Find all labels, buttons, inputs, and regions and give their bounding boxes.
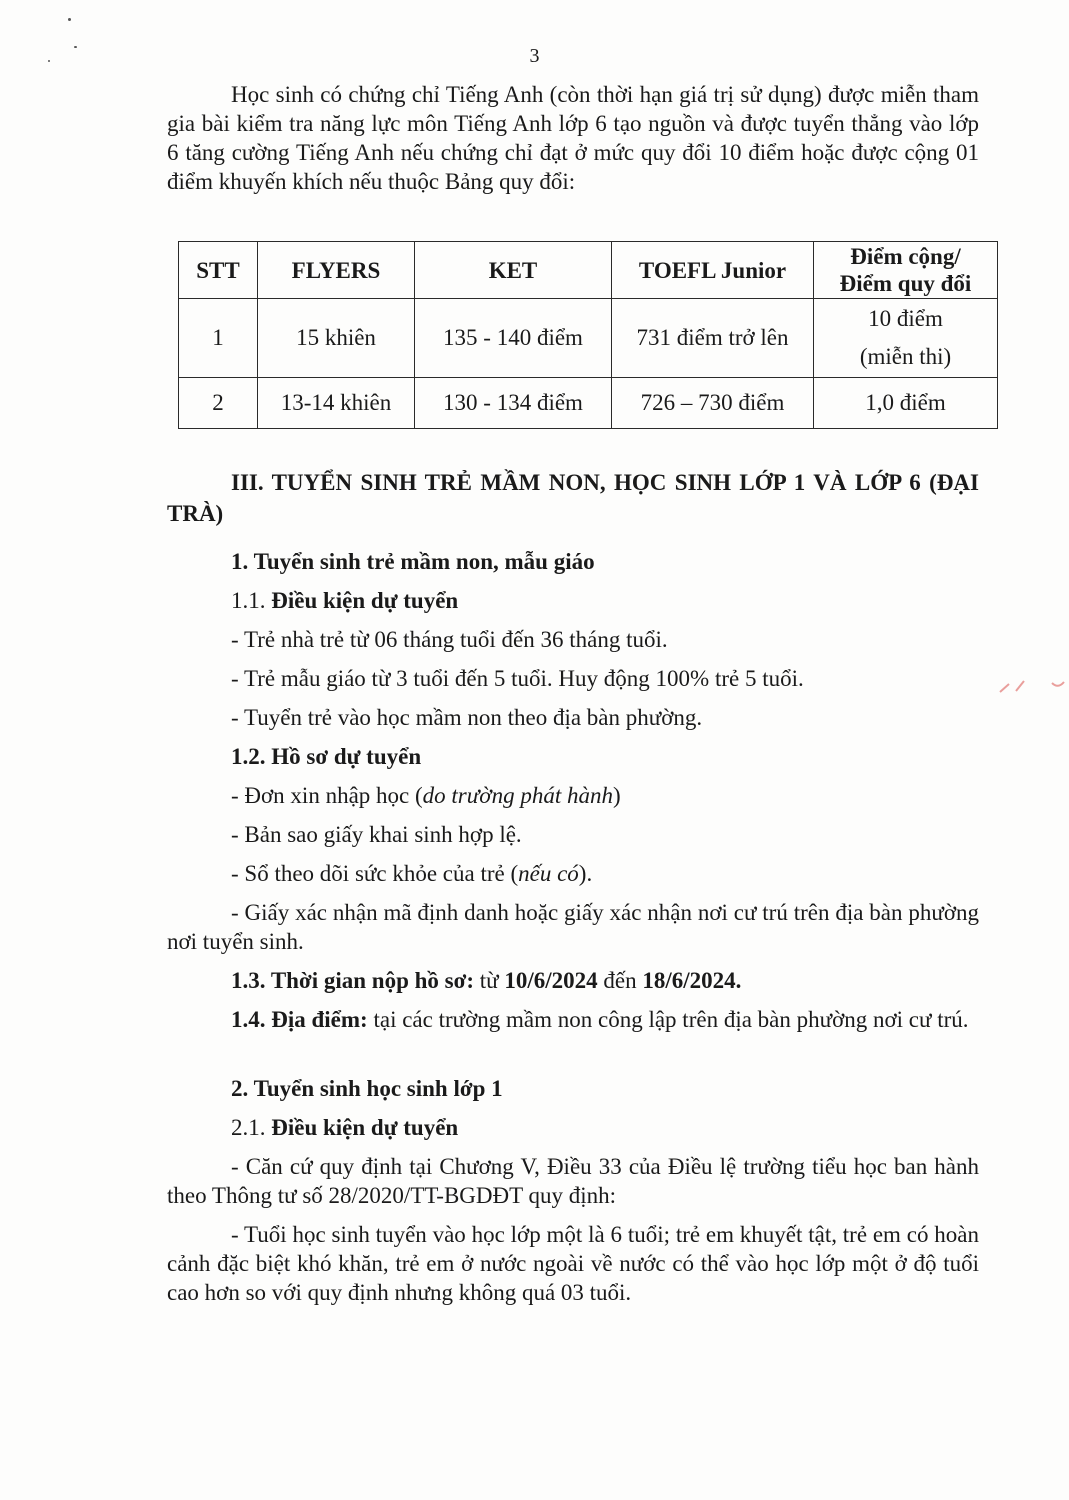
cell-flyers: 15 khiên xyxy=(258,299,415,378)
section-2-paragraph: - Tuổi học sinh tuyển vào học lớp một là 6 tuổi; trẻ em khuyết tật, trẻ em có hoàn cảnh đặc biệt khó khăn, trẻ em ở nước ngoài về nước có thể vào học lớp một ở độ tuổi cao hơn so với quy định nhưng không quá 03 tuổi. xyxy=(167,1222,979,1305)
intro-paragraph: Học sinh có chứng chỉ Tiếng Anh (còn thời hạn giá trị sử dụng) được miễn tham gia bài kiểm tra năng lực môn Tiếng Anh lớp 6 tạo nguồn và được tuyển thẳng vào lớp 6 tăng cường Tiếng Anh nếu chứng chỉ đạt ở mức quy đổi 10 điểm hoặc được cộng 01 điểm khuyến khích nếu thuộc Bảng quy đổi: xyxy=(167,82,979,194)
document-item xyxy=(167,781,979,810)
doc-item-prefix: - Sổ theo dõi sức khỏe của trẻ ( xyxy=(231,861,519,886)
header-points xyxy=(814,242,998,299)
cell-points: 1,0 điểm xyxy=(814,378,998,429)
table-row xyxy=(179,378,998,429)
table-row xyxy=(179,299,998,378)
condition-item: - Tuyển trẻ vào học mầm non theo địa bàn phường. xyxy=(231,705,703,730)
doc-item-suffix: ). xyxy=(578,861,593,886)
condition-item: - Trẻ mẫu giáo từ 3 tuổi đến 5 tuổi. Huy động 100% trẻ 5 tuổi. xyxy=(231,666,804,691)
doc-item-suffix: ) xyxy=(612,783,621,808)
red-stamp-fragment xyxy=(980,677,1069,697)
section-1-3-to: đến xyxy=(603,968,637,993)
header-toefl: TOEFL Junior xyxy=(612,242,814,299)
header-stt: STT xyxy=(179,242,258,299)
cell-points-line2: (miễn thi) xyxy=(859,344,952,369)
cell-stt: 2 xyxy=(179,378,258,429)
doc-item-italic: nếu có xyxy=(518,861,579,886)
section-1-4-text: tại các trường mầm non công lập trên địa bàn phường nơi cư trú. xyxy=(373,1007,969,1032)
section-3-title: III. TUYỂN SINH TRẺ MẦM NON, HỌC SINH LỚP 1 VÀ LỚP 6 (ĐẠI TRÀ) xyxy=(167,470,979,526)
cell-stt: 1 xyxy=(179,299,258,378)
section-1-3 xyxy=(167,966,979,995)
cell-points xyxy=(814,299,998,378)
document-item: - Giấy xác nhận mã định danh hoặc giấy xác nhận nơi cư trú trên địa bàn phường nơi tuyển sinh. xyxy=(167,900,979,954)
section-1-3-date-start: 10/6/2024 xyxy=(504,968,598,993)
section-1-1-number: 1.1. xyxy=(231,588,266,613)
cell-toefl: 731 điểm trở lên xyxy=(612,299,814,378)
section-2-1-title: Điều kiện dự tuyển xyxy=(271,1115,459,1140)
section-1-4-label: 1.4. Địa điểm: xyxy=(231,1007,368,1032)
table-header-row xyxy=(179,242,998,299)
section-2-title: 2. Tuyển sinh học sinh lớp 1 xyxy=(231,1076,503,1101)
stamp-edge-icon xyxy=(994,677,1069,697)
document-item: - Bản sao giấy khai sinh hợp lệ. xyxy=(231,822,522,847)
cell-ket: 135 - 140 điểm xyxy=(415,299,612,378)
section-1-1-title: Điều kiện dự tuyển xyxy=(271,588,459,613)
section-1-3-period: . xyxy=(735,968,742,993)
section-1-4 xyxy=(167,1005,979,1034)
doc-item-prefix: - Đơn xin nhập học ( xyxy=(231,783,423,808)
page-number: 3 xyxy=(529,45,540,67)
header-ket: KET xyxy=(415,242,612,299)
header-points-line2: Điểm quy đổi xyxy=(839,271,972,296)
section-1-title: 1. Tuyển sinh trẻ mầm non, mẫu giáo xyxy=(231,549,595,574)
header-flyers: FLYERS xyxy=(258,242,415,299)
section-1-1-heading xyxy=(167,586,979,615)
scan-speck xyxy=(68,18,71,21)
section-2-paragraph: - Căn cứ quy định tại Chương V, Điều 33 của Điều lệ trường tiểu học ban hành theo Thông tư số 28/2020/TT-BGDĐT quy định: xyxy=(167,1154,979,1208)
doc-item-italic: do trường phát hành xyxy=(422,783,613,808)
conversion-table xyxy=(178,241,998,429)
section-1-2-title: 1.2. Hồ sơ dự tuyển xyxy=(231,744,422,769)
header-points-line1: Điểm cộng/ xyxy=(850,244,961,269)
document-body xyxy=(167,80,979,1307)
section-2-1-heading xyxy=(167,1113,979,1142)
condition-item: - Trẻ nhà trẻ từ 06 tháng tuổi đến 36 tháng tuổi. xyxy=(231,627,668,652)
section-1-3-date-end: 18/6/2024 xyxy=(642,968,736,993)
cell-points-line1: 10 điểm xyxy=(868,306,943,331)
section-1-3-from: từ xyxy=(479,968,499,993)
cell-ket: 130 - 134 điểm xyxy=(415,378,612,429)
cell-toefl: 726 – 730 điểm xyxy=(612,378,814,429)
document-item xyxy=(167,859,979,888)
cell-flyers: 13-14 khiên xyxy=(258,378,415,429)
section-2-1-number: 2.1. xyxy=(231,1115,266,1140)
section-1-3-label: 1.3. Thời gian nộp hồ sơ: xyxy=(231,968,474,993)
